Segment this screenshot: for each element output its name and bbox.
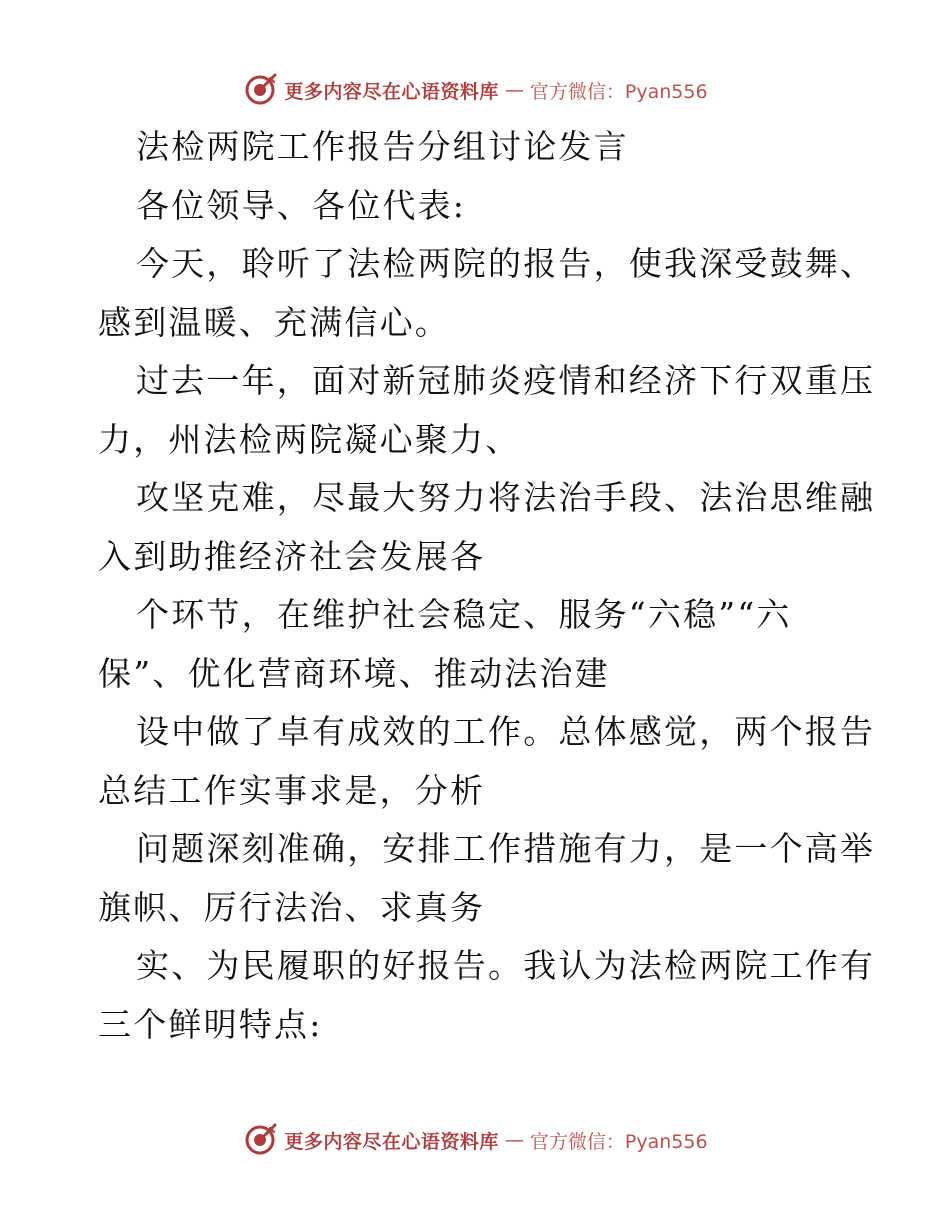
paragraph-line: 问题深刻准确，安排工作措施有力，是一个高举: [136, 829, 876, 868]
paragraph-line: 个环节，在维护社会稳定、服务“六稳”“六: [136, 595, 792, 634]
brush-circle-logo-icon: [242, 1122, 278, 1158]
brush-circle-logo-icon: [242, 72, 278, 108]
footer-banner-separator: —: [504, 1129, 524, 1151]
paragraph-line: 攻坚克难，尽最大努力将法治手段、法治思维融: [136, 478, 876, 517]
paragraph-line: 过去一年，面对新冠肺炎疫情和经济下行双重压: [136, 361, 876, 400]
header-banner-separator: —: [504, 79, 524, 101]
paragraph-line: 力，州法检两院凝心聚力、: [98, 419, 521, 459]
header-contact: 官方微信：Pyan556: [529, 80, 708, 103]
document-body: [98, 118, 876, 1054]
paragraph-line: 总结工作实事求是，分析: [98, 770, 486, 810]
paragraph-line: 感到温暖、充满信心。: [98, 302, 450, 342]
paragraph-line: 实、为民履职的好报告。我认为法检两院工作有: [136, 946, 876, 985]
footer-contact: 官方微信：Pyan556: [529, 1130, 708, 1153]
paragraph-line: 旗帜、厉行法治、求真务: [98, 887, 486, 927]
salutation: 各位领导、各位代表:: [136, 185, 467, 225]
paragraph-line: 设中做了卓有成效的工作。总体感觉，两个报告: [136, 712, 876, 751]
paragraph-line: 今天，聆听了法检两院的报告，使我深受鼓舞、: [136, 244, 876, 283]
footer-banner: [0, 1118, 950, 1162]
paragraph-line: 保”、优化营商环境、推动法治建: [98, 653, 610, 693]
paragraph-line: 入到助推经济社会发展各: [98, 536, 486, 576]
header-banner: [0, 68, 950, 112]
paragraph-line: 三个鲜明特点:: [98, 1004, 323, 1044]
footer-banner-text: 更多内容尽在心语资料库: [284, 1130, 499, 1153]
document-title: 法检两院工作报告分组讨论发言: [136, 127, 629, 166]
header-banner-text: 更多内容尽在心语资料库: [284, 80, 499, 103]
